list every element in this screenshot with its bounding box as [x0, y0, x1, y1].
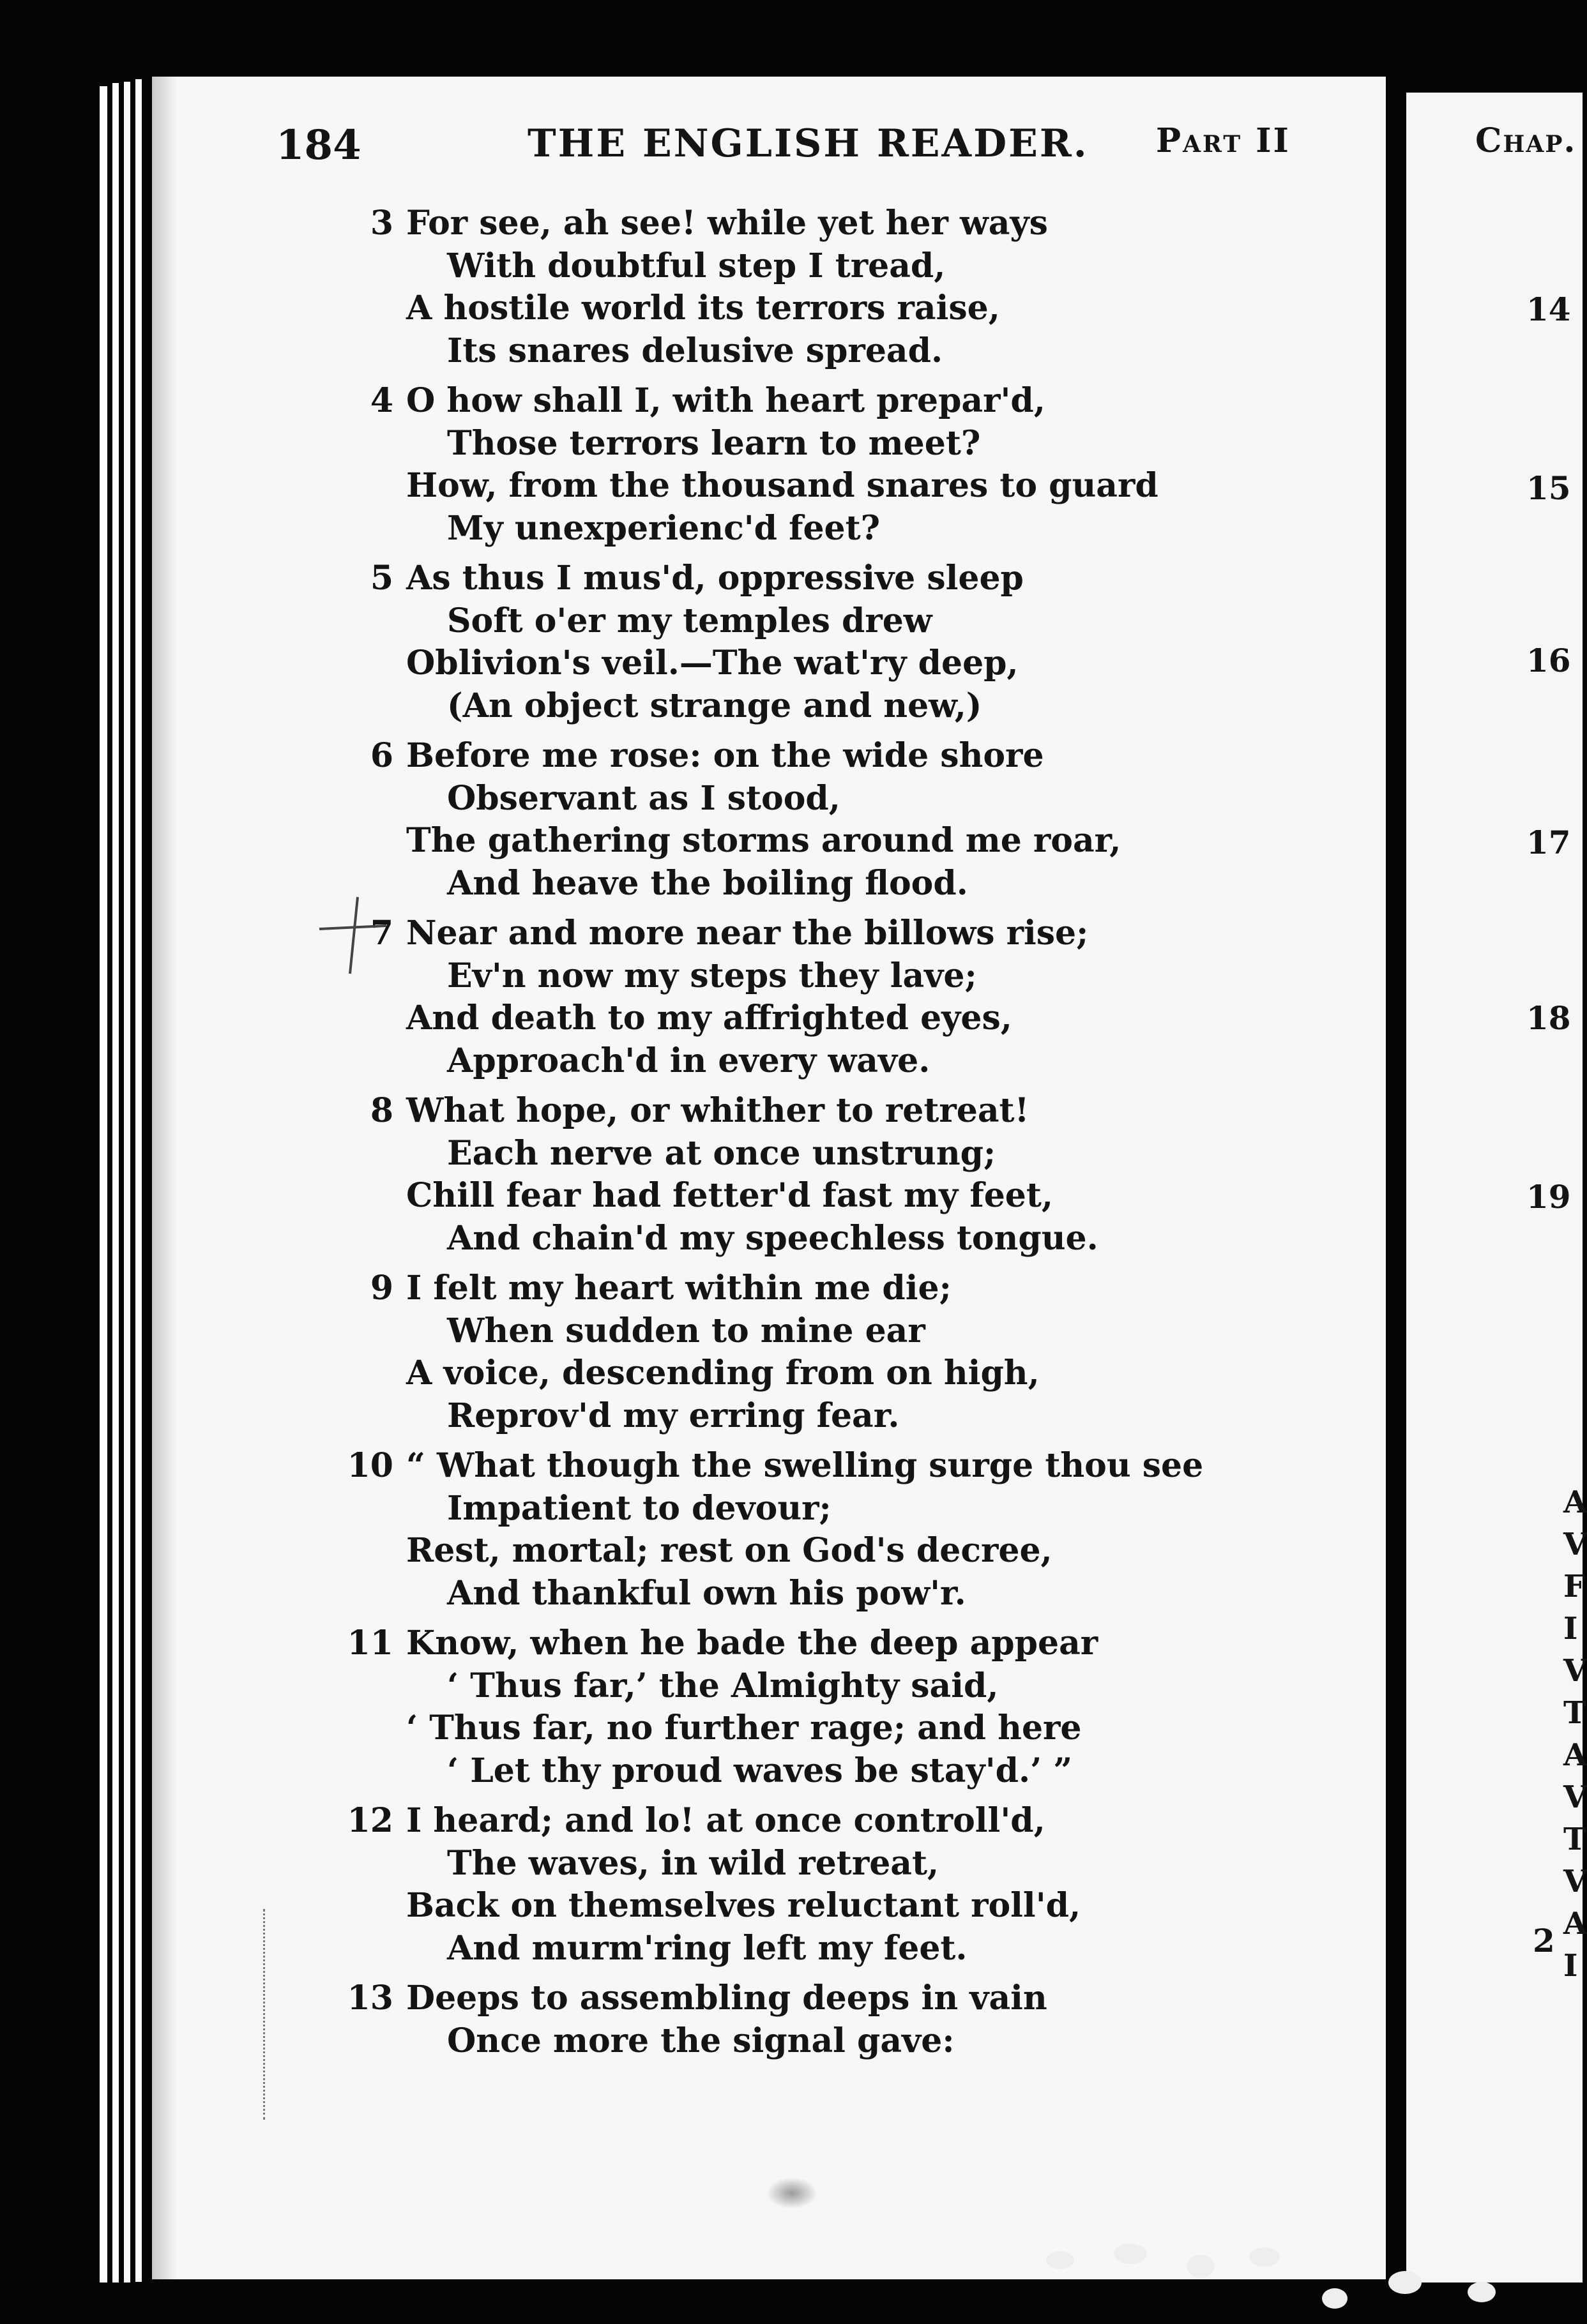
- poem-line: Impatient to devour;: [447, 1488, 831, 1528]
- poem-line: I heard; and lo! at once controll'd,: [406, 1801, 1045, 1840]
- stanza-number: 12: [347, 1801, 393, 1840]
- poem-line: Approach'd in every wave.: [447, 1041, 930, 1080]
- poem-line: O how shall I, with heart prepar'd,: [406, 381, 1045, 420]
- poem-line: Observant as I stood,: [447, 778, 840, 818]
- facing-page-number: 15: [1526, 469, 1571, 507]
- poem-line: Know, when he bade the deep appear: [406, 1624, 1098, 1663]
- poem-line: Before me rose: on the wide shore: [406, 736, 1044, 775]
- poem-line: ‘ Let thy proud waves be stay'd.’ ”: [447, 1751, 1073, 1790]
- poem-line: And death to my affrighted eyes,: [406, 999, 1012, 1038]
- stanza-number: 6: [370, 736, 393, 775]
- poem-line: (An object strange and new,): [447, 686, 982, 725]
- poem-line: When sudden to mine ear: [447, 1311, 925, 1350]
- facing-page-number: 17: [1526, 824, 1571, 861]
- poem-line: And murm'ring left my feet.: [447, 1928, 968, 1968]
- page-edge: [135, 79, 142, 2282]
- stanza-number: 9: [370, 1269, 393, 1308]
- stanza-number: 3: [370, 204, 393, 243]
- poem-line: ‘ Thus far,’ the Almighty said,: [447, 1666, 999, 1705]
- page-edge: [124, 82, 130, 2282]
- facing-page-letter: V: [1563, 1527, 1587, 1562]
- page-number: 184: [276, 121, 361, 169]
- part-label: Part II: [1156, 121, 1291, 160]
- poem-line: A hostile world its terrors raise,: [406, 289, 1000, 328]
- poem-line: Those terrors learn to meet?: [447, 423, 981, 463]
- poem-line: Oblivion's veil.—The wat'ry deep,: [406, 644, 1019, 683]
- poem-line: Back on themselves reluctant roll'd,: [406, 1886, 1081, 1925]
- facing-page-letter: F: [1563, 1569, 1586, 1604]
- poem-line: I felt my heart within me die;: [406, 1269, 952, 1308]
- poem-line: ‘ Thus far, no further rage; and here: [406, 1709, 1082, 1747]
- poem-line: The waves, in wild retreat,: [447, 1843, 939, 1883]
- poem-line: My unexperienc'd feet?: [447, 508, 881, 548]
- stanza-number: 10: [347, 1446, 393, 1485]
- facing-page-letter: A: [1563, 1737, 1587, 1773]
- poem-line: As thus I mus'd, oppressive sleep: [406, 559, 1024, 598]
- stanza-number: 11: [347, 1624, 393, 1663]
- stanza-number: 5: [370, 559, 393, 598]
- poem-line: Each nerve at once unstrung;: [447, 1133, 996, 1173]
- poem-line: And thankful own his pow'r.: [447, 1573, 966, 1613]
- poem-line: Ev'n now my steps they lave;: [447, 956, 977, 995]
- facing-page-number: 16: [1526, 642, 1571, 679]
- facing-page-number: 19: [1526, 1178, 1571, 1216]
- poem-line: A voice, descending from on high,: [406, 1354, 1040, 1392]
- poem-line: What hope, or whither to retreat!: [406, 1091, 1029, 1130]
- facing-page-letter: T: [1563, 1822, 1586, 1857]
- facing-page-letter: I: [1563, 1611, 1578, 1647]
- stanza-number: 7: [370, 914, 393, 953]
- ink-blots: [1035, 2222, 1558, 2324]
- margin-dots: [263, 1909, 269, 2120]
- poem-line: Chill fear had fetter'd fast my feet,: [406, 1176, 1053, 1215]
- facing-page-letter: A: [1563, 1906, 1587, 1942]
- poem-line: How, from the thousand snares to guard: [406, 466, 1158, 505]
- facing-page-letter: I: [1563, 1948, 1578, 1984]
- stanza-number: 8: [370, 1091, 393, 1130]
- facing-page-letter: V: [1563, 1653, 1587, 1689]
- poem-line: Once more the signal gave:: [447, 2021, 955, 2060]
- facing-page-letter: A: [1563, 1484, 1587, 1520]
- running-title: THE ENGLISH READER.: [528, 121, 1089, 166]
- facing-page-letter: V: [1563, 1864, 1587, 1899]
- page-edge: [112, 83, 119, 2282]
- poem-line: For see, ah see! while yet her ways: [406, 204, 1048, 243]
- facing-page-letter: T: [1563, 1695, 1586, 1731]
- poem-line: Soft o'er my temples drew: [447, 601, 932, 640]
- facing-page-number: 2: [1533, 1922, 1555, 1959]
- poem-line: And heave the boiling flood.: [447, 863, 968, 903]
- poem-line: Rest, mortal; rest on God's decree,: [406, 1531, 1052, 1570]
- poem-line: “ What though the swelling surge thou see: [406, 1446, 1204, 1485]
- facing-page-header: Chap.: [1475, 121, 1577, 160]
- pencil-mark-icon: [313, 894, 390, 977]
- stanza-number: 4: [370, 381, 393, 420]
- facing-page-number: 18: [1526, 999, 1571, 1037]
- poem-line: And chain'd my speechless tongue.: [447, 1218, 1098, 1258]
- page-edge: [100, 86, 107, 2282]
- stanza-number: 13: [347, 1979, 393, 2018]
- poem-line: Deeps to assembling deeps in vain: [406, 1979, 1047, 2018]
- poem-line: Near and more near the billows rise;: [406, 914, 1089, 953]
- poem-line: Its snares delusive spread.: [447, 331, 943, 370]
- facing-page-letter: V: [1563, 1779, 1587, 1815]
- poem-line: The gathering storms around me roar,: [406, 821, 1121, 860]
- poem-line: With doubtful step I tread,: [447, 246, 946, 285]
- paper-stain: [766, 2177, 817, 2209]
- facing-page-number: 14: [1526, 290, 1571, 328]
- poem-line: Reprov'd my erring fear.: [447, 1396, 900, 1435]
